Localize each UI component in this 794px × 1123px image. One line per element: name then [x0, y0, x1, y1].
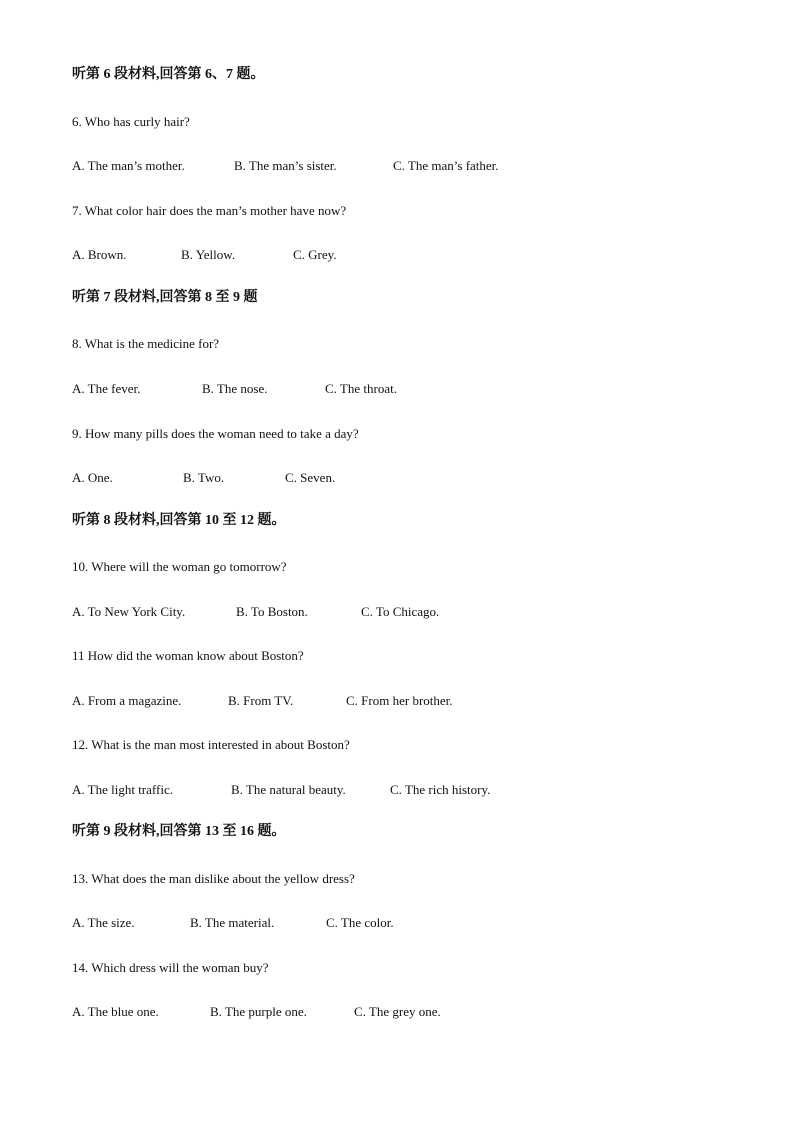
option-c: C. Seven. — [285, 470, 336, 485]
option-a: A. The fever. — [72, 381, 141, 396]
option-a: A. To New York City. — [72, 604, 186, 619]
question-stem: 14. Which dress will the woman buy? — [72, 960, 269, 975]
option-b: B. The purple one. — [210, 1004, 307, 1019]
option-c: C. The man’s father. — [393, 158, 499, 173]
question-stem: 7. What color hair does the man’s mother have now? — [72, 203, 347, 218]
option-c: C. The color. — [326, 915, 394, 930]
question-stem: 13. What does the man dislike about the yellow dress? — [72, 871, 355, 886]
option-a: A. From a magazine. — [72, 693, 182, 708]
option-a: A. One. — [72, 470, 113, 485]
option-c: C. From her brother. — [346, 693, 453, 708]
option-b: B. From TV. — [228, 693, 294, 708]
option-c: C. The rich history. — [390, 782, 491, 797]
section-heading: 听第 9 段材料,回答第 13 至 16 题。 — [72, 824, 286, 839]
option-b: B. Two. — [183, 470, 225, 485]
question-stem: 10. Where will the woman go tomorrow? — [72, 559, 287, 574]
section-heading: 听第 6 段材料,回答第 6、7 题。 — [72, 67, 265, 82]
option-c: C. To Chicago. — [361, 604, 440, 619]
option-a: A. The light traffic. — [72, 782, 173, 797]
option-a: A. The blue one. — [72, 1004, 159, 1019]
question-stem: 6. Who has curly hair? — [72, 114, 190, 129]
question-stem: 12. What is the man most interested in about Boston? — [72, 737, 350, 752]
section-heading: 听第 7 段材料,回答第 8 至 9 题 — [72, 290, 258, 305]
option-a: A. Brown. — [72, 247, 127, 262]
question-stem: 11 How did the woman know about Boston? — [72, 648, 304, 663]
option-b: B. To Boston. — [236, 604, 308, 619]
question-stem: 9. How many pills does the woman need to take a day? — [72, 426, 359, 441]
option-b: B. The natural beauty. — [231, 782, 346, 797]
option-c: C. The grey one. — [354, 1004, 441, 1019]
option-c: C. Grey. — [293, 247, 337, 262]
option-b: B. Yellow. — [181, 247, 236, 262]
option-a: A. The man’s mother. — [72, 158, 185, 173]
option-b: B. The material. — [190, 915, 275, 930]
option-a: A. The size. — [72, 915, 135, 930]
option-c: C. The throat. — [325, 381, 397, 396]
section-heading: 听第 8 段材料,回答第 10 至 12 题。 — [72, 513, 286, 528]
option-b: B. The nose. — [202, 381, 268, 396]
question-stem: 8. What is the medicine for? — [72, 336, 220, 351]
option-b: B. The man’s sister. — [234, 158, 337, 173]
